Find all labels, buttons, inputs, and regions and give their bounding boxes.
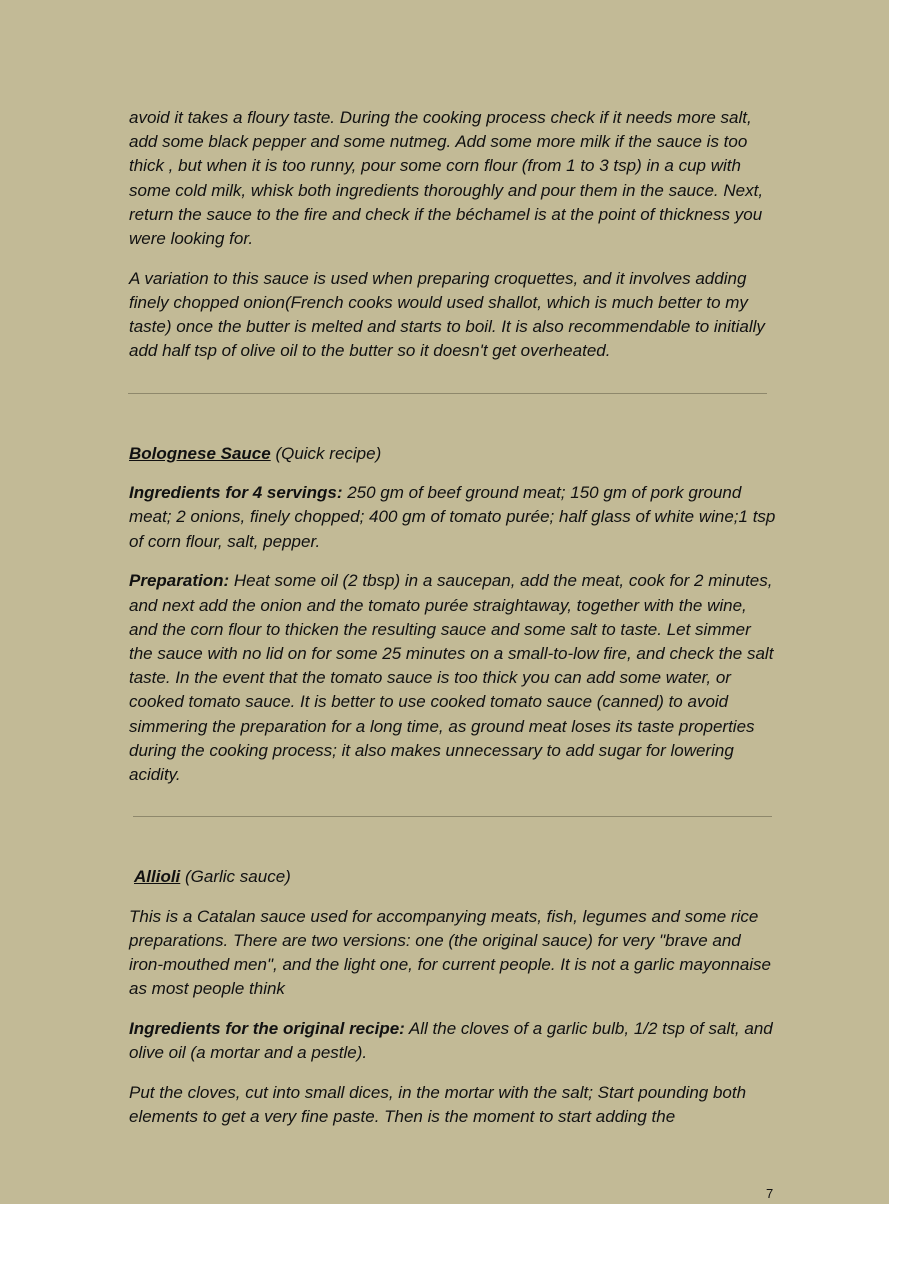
section-divider xyxy=(133,816,772,817)
bolognese-heading xyxy=(129,442,777,466)
allioli-method: Put the cloves, cut into small dices, in the mortar with the salt; Start pounding both elements to get a very fine paste. Then is the moment to start adding the xyxy=(129,1083,747,1127)
bechamel-paragraph-continued: avoid it takes a floury taste. During the cooking process check if it needs more salt, add some black pepper and some nutmeg. Add some more milk if the sauce is too thick , but when it is too runny, pour some corn flour (from 1 to 3 tsp) in a cup with some cold milk, whisk both ingredients thoroughly and pour them in the sauce. Next, return the sauce to the fire and check if the béchamel is at the point of thickness you were looking for. xyxy=(129,108,764,249)
allioli-heading xyxy=(129,865,777,889)
ingredients-label: Ingredients for the original recipe: xyxy=(129,1019,405,1039)
page-content xyxy=(129,106,777,1145)
allioli-intro: This is a Catalan sauce used for accompanying meats, fish, legumes and some rice preparations. There are two versions: one (the original sauce) for very "brave and iron-mouthed men", and the light one, for current people. It is not a garlic mayonnaise as most people think xyxy=(129,906,772,999)
bolognese-subtitle: (Quick recipe) xyxy=(270,443,382,463)
ingredients-text: All the cloves of a garlic bulb, 1/2 tsp of salt, and olive oil (a mortar and a pestle). xyxy=(129,1019,773,1063)
allioli-subtitle: (Garlic sauce) xyxy=(180,867,291,887)
section-divider xyxy=(128,393,767,394)
ingredients-label: Ingredients for 4 servings: xyxy=(129,483,343,503)
preparation-text: Heat some oil (2 tbsp) in a saucepan, add the meat, cook for 2 minutes, and next add the onion and the tomato purée straightaway, together with the wine, and the corn flour to thicken the resulting sauce and some salt to taste. Let simmer the sauce with no lid on for some 25 minutes on a small-to-low fire, and check the salt taste. In the event that the tomato sauce is too thick you can add some water, or cooked tomato sauce. It is better to use cooked tomato sauce (canned) to avoid simmering the preparation for a long time, as ground meat loses its taste properties during the cooking process; it also makes unnecessary to add sugar for lowering acidity. xyxy=(129,571,774,784)
allioli-title: Allioli xyxy=(134,867,181,887)
croquette-variation-paragraph: A variation to this sauce is used when preparing croquettes, and it involves adding finely chopped onion(French cooks would used shallot, which is much better to my taste) once the butter is melted and starts to boil. It is also recommendable to initially add half tsp of olive oil to the butter so it doesn't get overheated. xyxy=(129,268,765,361)
ingredients-text: 250 gm of beef ground meat; 150 gm of pork ground meat; 2 onions, finely chopped; 400 gm of tomato purée; half glass of white wine;1 tsp of corn flour, salt, pepper. xyxy=(129,483,776,551)
allioli-ingredients xyxy=(129,1017,777,1065)
bolognese-title: Bolognese Sauce xyxy=(129,443,271,463)
page-number: 7 xyxy=(766,1186,774,1201)
bolognese-ingredients xyxy=(129,481,777,554)
preparation-label: Preparation: xyxy=(129,571,230,591)
bolognese-preparation xyxy=(129,569,777,787)
